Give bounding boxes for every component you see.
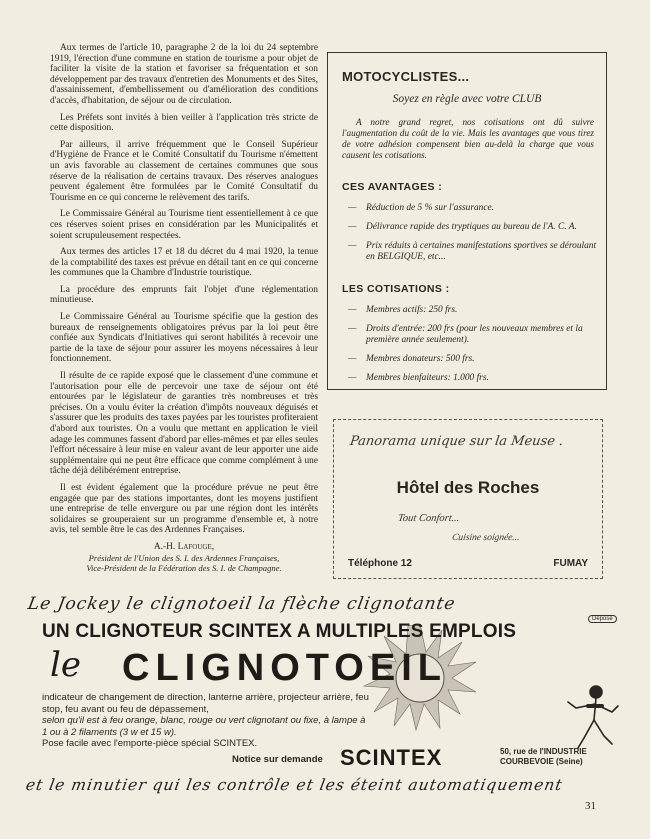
page-number: 31 <box>585 800 596 812</box>
hotel-city: FUMAY <box>553 558 588 569</box>
ad-desc-1: indicateur de changement de direction, lanterne arrière, projecteur arrière, feu stop, feu avant ou feu de dépassement, <box>42 692 369 715</box>
article-paragraph: Il est évident également que la procédure prévue ne peut être engagée que par des stations importantes, dont les moyens justifient une entreprise de telle envergure ou par une région dont les intérêts solidaires se grouperaient sur un programme d'ensemble et, à notre avis, tel semble être le cas des Ardennes Françaises. <box>50 482 318 536</box>
ad-headline: UN CLIGNOTEUR SCINTEX A MULTIPLES EMPLOIS <box>42 621 517 642</box>
ad-le: le <box>50 645 81 685</box>
hotel-name: Hôtel des Roches <box>396 478 540 497</box>
list-item: — Réduction de 5 % sur l'assurance. <box>348 203 600 214</box>
trademark-badge: Déposé <box>588 615 617 623</box>
motorcyclist-club-box <box>327 52 607 390</box>
ad-script-bottom: et le minutier qui les contrôle et les éteint automatiquement <box>24 776 565 794</box>
article-paragraph: Il résulte de ce rapide exposé que le classement d'une commune et l'autorisation pour elle de percevoir une taxe de séjour ont été entourées par le législateur de garanties très nombreuses et très précises. On a voulu éviter la création d'impôts nouveaux déguisés et s'assurer que les produits des taxes payées par les touristes profiteraient d'abord aux touristes. On a voulu que mettant en application le vieil adage les communes fassent d'abord par elles-mêmes et par elles seules l'effort nécessaire à leur mise en valeur avant de leur apporter une aide supplémentaire qui ne peut être efficace que comme complément à une tâche déjà délibérément entreprise. <box>50 371 318 477</box>
hotel-comfort: Tout Confort... <box>397 513 461 524</box>
article-paragraph: Les Préfets sont invités à bien veiller à l'application très stricte de cette disposition. <box>50 112 318 134</box>
author-initials: A.-H. <box>153 541 178 552</box>
hotel-panorama: Panorama unique sur la Meuse . <box>348 434 565 449</box>
list-item: — Membres actifs: 250 frs. <box>348 305 600 316</box>
ad-address <box>500 747 587 767</box>
article-paragraph: Par ailleurs, il arrive fréquemment que le Conseil Supérieur d'Hygiène de France et le Comité Consultatif du Tourisme n'émettent un avis favorable au classement de certaines communes que sous réserve de la réalisation de certains travaux. Des réserves analogues peuvent également être formulées par le Comité Consultatif du Tourisme en ce qui concerne le relèvement des tarifs. <box>50 139 318 203</box>
advantages-list <box>348 203 600 271</box>
list-item: — Membres bienfaiteurs: 1.000 frs. <box>348 373 600 384</box>
ad-script-top: Le Jockey le clignotoeil la flèche clignotante <box>26 594 458 614</box>
moto-title: MOTOCYCLISTES... <box>342 69 470 84</box>
ad-product-name: CLIGNOTOEIL <box>122 647 447 689</box>
author-signature <box>50 542 318 553</box>
article-paragraph: Le Commissaire Général au Tourisme tient essentiellement à ce que ces réserves soient prises en considération par les Municipalités et soient scrupuleusement respectées. <box>50 209 318 241</box>
article-paragraph: La procédure des emprunts fait l'objet d'une réglementation minutieuse. <box>50 284 318 306</box>
ad-address-2: COURBEVOIE (Seine) <box>500 757 583 766</box>
hotel-telephone: Téléphone 12 <box>348 558 412 569</box>
article-paragraph: Aux termes des articles 17 et 18 du décret du 4 mai 1920, la tenue de la comptabilité des taxes est prévue en détail tant en ce qui concerne les communes que la Chambre d'Industrie touristique. <box>50 247 318 279</box>
list-item: — Délivrance rapide des tryptiques au bureau de l'A. C. A. <box>348 222 600 233</box>
list-item: — Droits d'entrée: 200 frs (pour les nouveaux membres et la première année seulement). <box>348 324 600 346</box>
hotel-advert-box <box>333 419 603 579</box>
article-paragraph: Aux termes de l'article 10, paragraphe 2 de la loi du 24 septembre 1919, l'érection d'une commune en station de tourisme a pour objet de faciliter la visite de la station et favoriser sa fréquentation et son développement par des travaux d'entretien des Monuments et des Sites, d'assainissement, d'embellissement ou d'amélioration des conditions d'accès, d'habitation, de séjour ou de circulation. <box>50 43 318 106</box>
ad-desc-2: selon qu'il est à feu orange, blanc, rouge ou vert clignotant ou fixe, à lampe à 1 ou à 2 filaments (3 w et 15 w). <box>42 715 366 738</box>
list-item: — Prix réduits à certaines manifestations sportives se déroulant en BELGIQUE, etc... <box>348 241 600 263</box>
hotel-cuisine: Cuisine soignée... <box>451 533 521 543</box>
author-title-2: Vice-Président de la Fédération des S. I. de Champagne. <box>86 562 282 573</box>
ad-desc-3: Pose facile avec l'emporte-pièce spécial SCINTEX. <box>42 738 258 749</box>
moto-subtitle: Soyez en règle avec votre CLUB <box>392 93 542 105</box>
dues-list <box>348 305 600 392</box>
moto-intro: A notre grand regret, nos cotisations ont dû suivre l'augmentation du coût de la vie. Mais les avantages que vous tirez de votre adhésion compensent bien au-delà la charge que vous causent les cotisations. <box>342 117 594 160</box>
dues-heading: LES COTISATIONS : <box>342 283 450 295</box>
advantages-heading: CES AVANTAGES : <box>342 181 443 193</box>
list-item: — Membres donateurs: 500 frs. <box>348 354 600 365</box>
article-column <box>50 43 318 573</box>
ad-brand-logo: SCINTEX <box>340 745 443 770</box>
ad-address-1: 50, rue de l'INDUSTRIE <box>500 747 587 756</box>
author-surname: Lafouge, <box>177 541 215 552</box>
jockey-figure-icon <box>562 682 624 754</box>
ad-description <box>42 692 372 750</box>
scintex-advert <box>22 592 628 805</box>
article-paragraph: Le Commissaire Général au Tourisme spécifie que la gestion des bureaux de renseignements obligatoires prévus par la loi peut être confiée aux Syndicats d'Initiatives qui seront habilités à recevoir une partie de la taxe de séjour pour assurer les moyens nécessaires à leur fonctionnement. <box>50 312 318 365</box>
author-title-1: Président de l'Union des S. I. des Ardennes Françaises, <box>88 552 280 563</box>
ad-notice: Notice sur demande <box>232 754 323 765</box>
